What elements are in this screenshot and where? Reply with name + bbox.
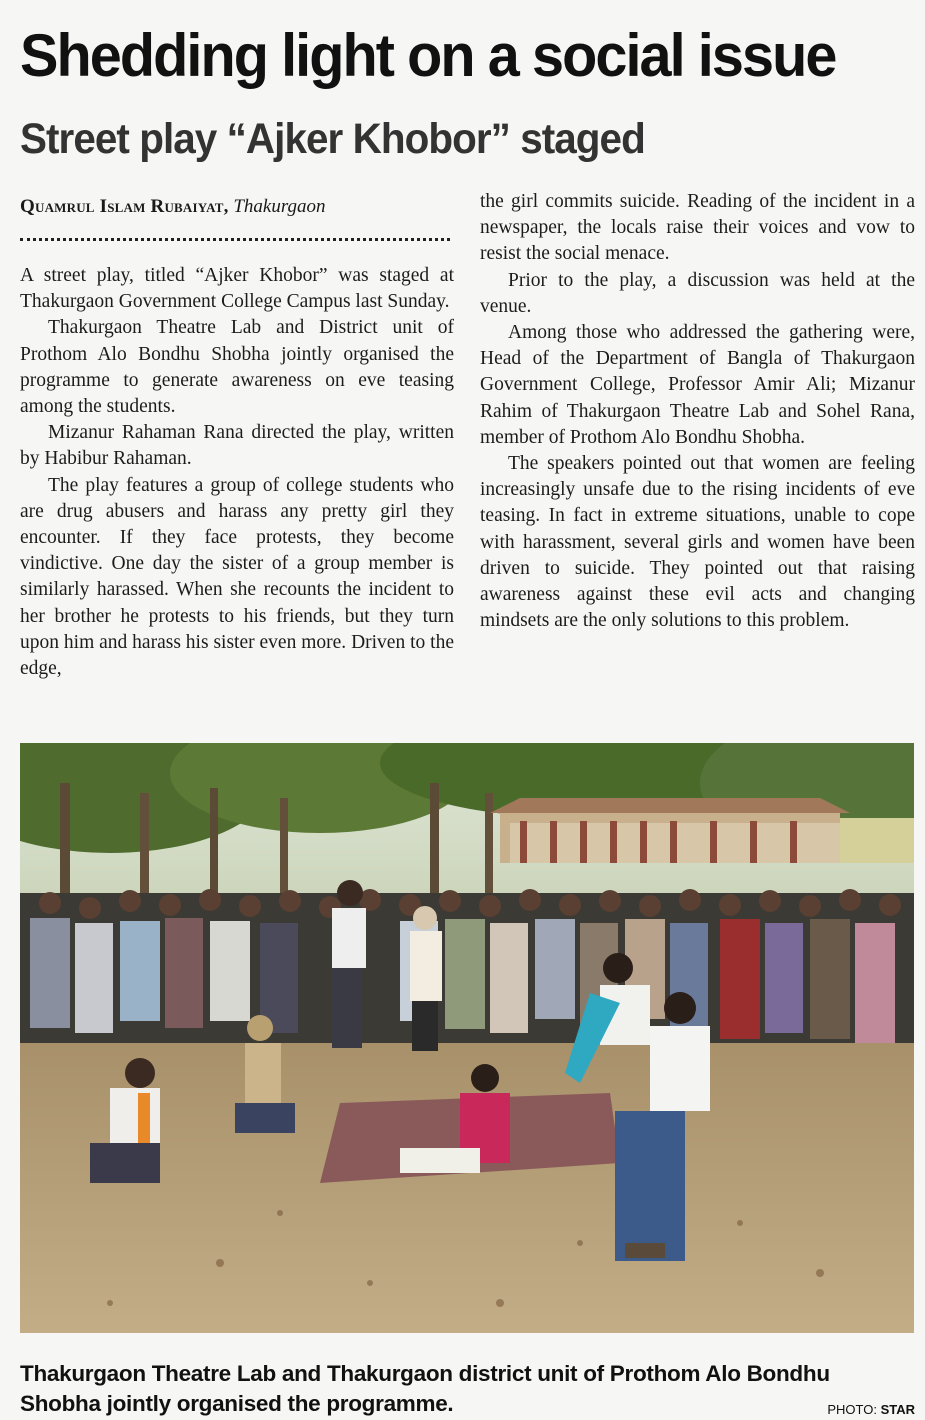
paragraph: A street play, titled “Ajker Khobor” was staged at Thakurgaon Government College Campus last Sunday. [20, 265, 454, 313]
byline-location: Thakurgaon [233, 196, 326, 217]
photo-credit [827, 1402, 915, 1417]
byline-author: Quamrul Islam Rubaiyat, [20, 196, 229, 217]
article-column-left [20, 263, 454, 682]
byline [20, 194, 460, 220]
dotted-divider [20, 238, 450, 241]
photo-caption: Thakurgaon Theatre Lab and Thakurgaon district unit of Prothom Alo Bondhu Shobha jointly organised the programme. [20, 1361, 830, 1416]
paragraph: Thakurgaon Theatre Lab and District unit of Prothom Alo Bondhu Shobha jointly organised the programme to generate awareness on eve teasing among the students. [20, 317, 454, 418]
article-column-right [480, 189, 915, 634]
photo-credit-prefix: PHOTO: [827, 1402, 881, 1417]
subheadline: Street play “Ajker Khobor” staged [20, 115, 645, 163]
paragraph: Prior to the play, a discussion was held at the venue. [480, 269, 915, 317]
photo-illustration [20, 743, 914, 1333]
street-play-photo [20, 743, 914, 1333]
paragraph: Mizanur Rahaman Rana directed the play, written by Habibur Rahaman. [20, 422, 454, 470]
paragraph: The speakers pointed out that women are feeling increasingly unsafe due to the rising incidents of eve teasing. In fact in extreme situations, unable to cope with harassment, several girls and women have been driven to suicide. They pointed out that raising awareness against these evil acts and changing mindsets are the only solutions to this problem. [480, 453, 915, 632]
paragraph: Among those who addressed the gathering were, Head of the Department of Bangla of Thakurgaon Government College, Professor Amir Ali; Mizanur Rahim of Thakurgaon Theatre Lab and Sohel Rana, member of Prothom Alo Bondhu Shobha. [480, 322, 915, 448]
headline: Shedding light on a social issue [20, 22, 836, 89]
photo-credit-source: STAR [880, 1402, 915, 1417]
paragraph: the girl commits suicide. Reading of the incident in a newspaper, the locals raise their voices and vow to resist the social menace. [480, 191, 915, 265]
paragraph: The play features a group of college students who are drug abusers and harass any pretty girl they encounter. If they face protests, they become vindictive. One day the sister of a group member is similarly harassed. When she recounts the incident to her brother he protests to his friends, but they turn upon him and harass his sister even more. Driven to the edge, [20, 474, 454, 680]
